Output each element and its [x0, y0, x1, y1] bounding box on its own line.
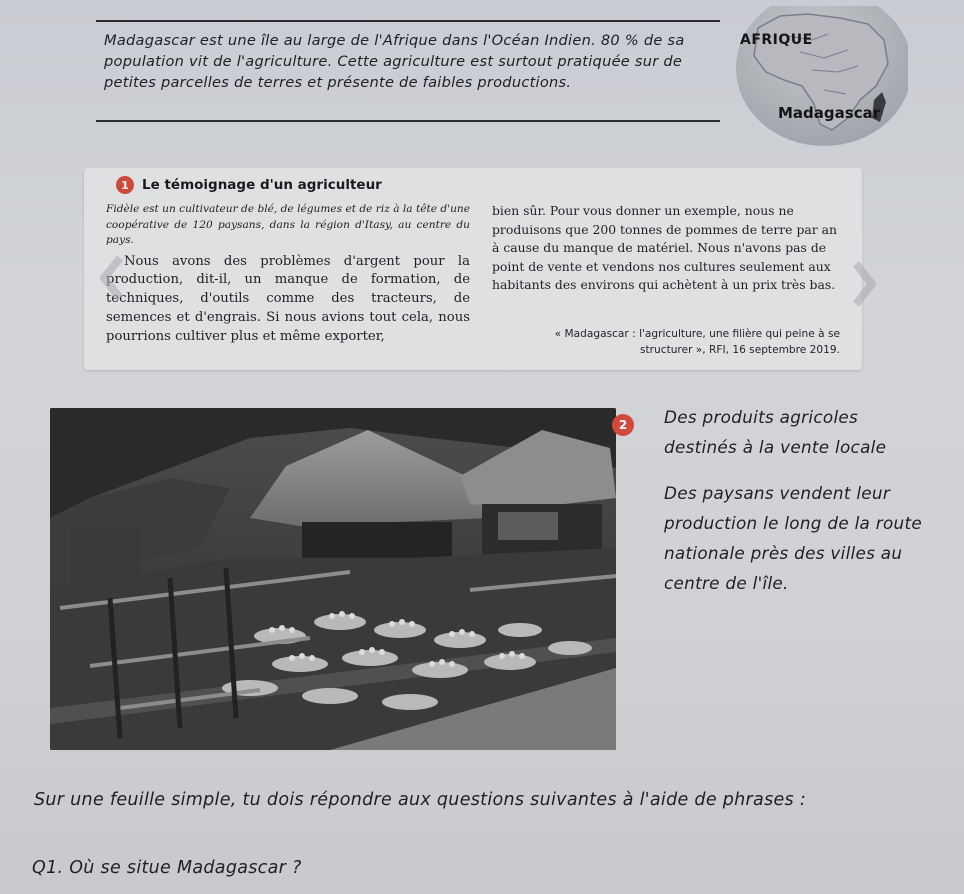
intro-box: [96, 20, 720, 122]
document-2-title: Des produits agricoles destinés à la vente locale: [664, 407, 887, 457]
roadside-market-photo: [50, 408, 616, 750]
opening-quote-icon: [98, 256, 124, 300]
question-1: Q1. Où se situe Madagascar ?: [32, 858, 302, 878]
intro-text: Madagascar est une île au large de l'Afrique dans l'Océan Indien. 80 % de sa population vit de l'agriculture. Cette agriculture est surtout pratiquée sur de petites parcelles de terres et présente de faibles productions.: [104, 32, 685, 91]
document-1-card: [84, 168, 862, 370]
document-2-caption: [664, 402, 924, 598]
document-1-title: Le témoignage d'un agriculteur: [142, 177, 382, 193]
document-2-description: Des paysans vendent leur production le long de la route nationale près des villes au centre de l'île.: [664, 483, 922, 593]
document-1-intro: Fidèle est un cultivateur de blé, de légumes et de riz à la tête d'une coopérative de 120 paysans, dans la région d'Itasy, au centre du pays.: [106, 203, 470, 246]
exercise-instruction: Sur une feuille simple, tu dois répondre aux questions suivantes à l'aide de phrases :: [34, 790, 807, 810]
closing-quote-icon: [852, 262, 878, 306]
document-1-quote-part-2: bien sûr. Pour vous donner un exemple, nous ne produisons que 200 tonnes de pommes de terre par an à cause du manque de matériel. Nous n'avons pas de point de vente et vendons nos cultures seulement aux habitants des environs qui achètent à un prix très bas.: [492, 203, 837, 293]
map-label-island: Madagascar: [778, 104, 881, 122]
document-1-header: [116, 176, 382, 194]
africa-map-icon: [728, 6, 908, 146]
document-1-right-column: [492, 202, 844, 295]
document-1-quote-part-1: Nous avons des problèmes d'argent pour la production, dit-il, un manque de formation, de techniques, d'outils comme des tracteurs, de semences et d'engrais. Si nous avions tout cela, nous pourrions cultiver plus et même exporter,: [106, 253, 470, 344]
document-1-number-badge: 1: [116, 176, 134, 194]
document-2-number-badge: 2: [612, 414, 634, 436]
document-1-source: « Madagascar : l'agriculture, une filière qui peine à se structurer », RFI, 16 septembre 2019.: [554, 328, 840, 356]
document-1-left-column: [106, 202, 470, 346]
map-label-continent: AFRIQUE: [740, 32, 813, 48]
